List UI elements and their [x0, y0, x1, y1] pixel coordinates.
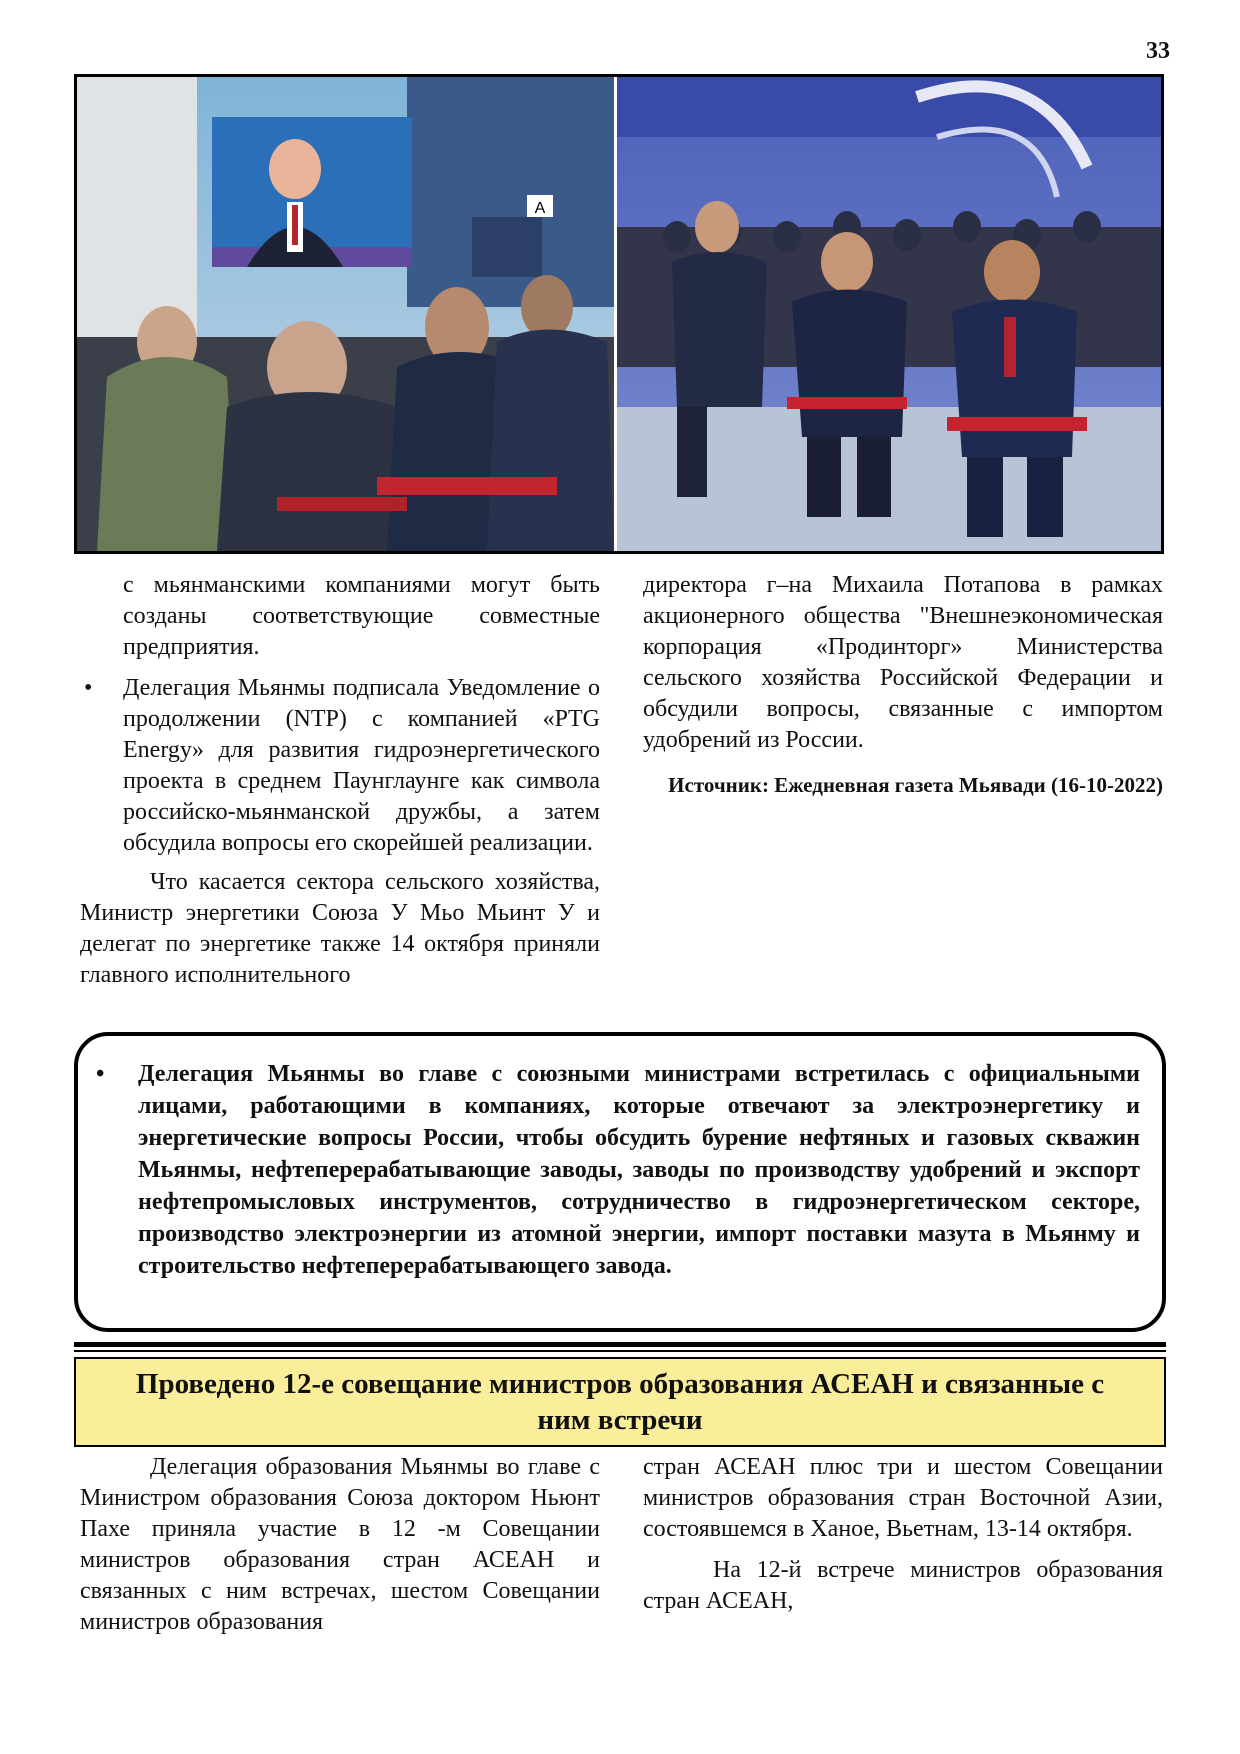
article2-column-right — [643, 1452, 1163, 1617]
photo-delegation-seated — [617, 77, 1161, 551]
article1-bullet-text: Делегация Мьянмы подписала Уведомление о продолжении (NTP) с компанией «PTG Energy» для развития гидроэнергетического проекта в среднем Паунглаунге как символа российско-мьянманской дружбы, а затем обсудила вопросы его скорейшей реализации. — [123, 675, 600, 856]
bullet-icon: • — [96, 1061, 105, 1087]
article2-column-left — [80, 1452, 600, 1638]
bullet-icon: • — [84, 675, 93, 701]
article1-column-left — [80, 570, 600, 991]
photo-forum-plenary — [77, 77, 617, 551]
article1-paragraph-continued: с мьянманскими компаниями могут быть созданы соответствующие совместные предприятия. — [123, 572, 600, 660]
article1-paragraph-agriculture: Что касается сектора сельского хозяйства, Министр энергетики Союза У Мьо Мьинт У и делегат по энергетике также 14 октября приняли главного исполнительного — [80, 869, 600, 988]
article2-headline-text: Проведено 12-е совещание министров образования АСЕАН и связанные с ним встречи — [135, 1368, 1105, 1436]
article2-paragraph-meeting: На 12-й встрече министров образования стран АСЕАН, — [643, 1557, 1163, 1614]
screen-label-text: A — [534, 200, 546, 217]
article2-headline — [74, 1357, 1166, 1447]
photo-frame — [74, 74, 1164, 554]
article1-column-right — [643, 570, 1163, 801]
article1-paragraph-potapov: директора г–на Михаила Потапова в рамках акционерного общества "Внешнеэкономическая корпорация «Продинторг» Министерства сельского хозяйства Российской Федерации и обсудили вопросы, связанные с импортом удобрений из России. — [643, 572, 1163, 753]
callout-text: Делегация Мьянмы во главе с союзными министрами встретилась с официальными лицами, работающими в компаниях, которые отвечают за электроэнергетику и энергетические вопросы России, чтобы обсудить бурение нефтяных и газовых скважин Мьянмы, нефтеперерабатывающие заводы, заводы по производству удобрений и экспорт нефтепромысловых инструментов, сотрудничество в гидроэнергетическом секторе, производство электроэнергии из атомной энергии, импорт поставки мазута в Мьянму и строительство нефтеперерабатывающего завода. — [138, 1061, 1140, 1279]
section-divider — [74, 1342, 1166, 1347]
article1-source: Источник: Ежедневная газета Мьявади (16-10-2022) — [668, 773, 1163, 797]
section-divider-thin — [74, 1350, 1166, 1352]
callout-box — [74, 1032, 1166, 1332]
article2-paragraph-intro: Делегация образования Мьянмы во главе с Министром образования Союза доктором Ньюнт Пахе приняла участие в 12 -м Совещании министров образования стран АСЕАН и связанных с ним встречах, шестом Совещании министров образования — [80, 1454, 600, 1635]
article1-bullet-item — [80, 673, 600, 859]
page-number: 33 — [1146, 38, 1170, 64]
article2-paragraph-continued: стран АСЕАН плюс три и шестом Совещании министров образования стран Восточной Азии, состоявшемся в Ханое, Вьетнам, 13-14 октября. — [643, 1454, 1163, 1542]
